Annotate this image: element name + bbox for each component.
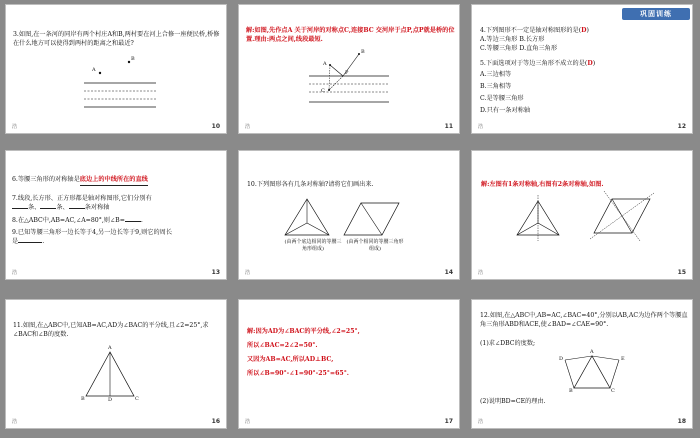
slide-number: 10: [211, 123, 220, 130]
slide-number: 14: [444, 269, 453, 276]
label-p: P: [345, 70, 349, 76]
label-d: D: [559, 356, 564, 362]
q5-option-c: C.是等腰三角形: [480, 95, 524, 102]
q5-option-d: D.只有一条对称轴: [480, 107, 531, 114]
slide-11[interactable]: [238, 4, 460, 134]
slide-16[interactable]: [5, 299, 227, 429]
question-12-part1: (1)求∠DBC的度数;: [480, 340, 536, 347]
consolidation-banner: 巩固训练: [622, 8, 690, 20]
label-a: A: [590, 349, 594, 355]
q4-option-ab: A.等边三角形 B.长方形: [480, 36, 545, 43]
label-a: A: [323, 61, 327, 67]
slide-number: 18: [677, 418, 686, 425]
question-3: 3.如图,在一条河的同岸有两个村庄A和B,两村要在河上合修一座便民桥,桥修在什么地方可以使得到两村的距离之和最近?: [13, 31, 220, 47]
question-4: 4.下列图形不一定是轴对称图形的是(D): [480, 27, 589, 34]
river-figure: [6, 5, 227, 134]
label-d: D: [108, 397, 113, 403]
slide-footer: 浩: [478, 124, 484, 130]
caption-left: (由两个底边相同的等腰三角形组成): [284, 239, 342, 252]
slide-footer: 浩: [12, 419, 18, 425]
answer-11-line2: 所以∠BAC=2∠2=50°.: [247, 342, 318, 349]
slide-14[interactable]: [238, 150, 460, 280]
slide-18[interactable]: [471, 299, 693, 429]
question-8: 8.在△ABC中,AB=AC,∠A=80°,则∠B= .: [12, 217, 143, 224]
label-c: C: [135, 396, 139, 402]
label-a: A: [108, 345, 112, 351]
label-b: B: [569, 388, 573, 394]
slide-footer: 浩: [245, 419, 251, 425]
slide-number: 13: [211, 269, 220, 276]
bridge-figure: [239, 5, 460, 134]
answer-11-line1: 解:因为AD为∠BAC的平分线,∠2=25°,: [247, 328, 360, 335]
label-c: C: [321, 88, 325, 94]
question-12-part2: (2)说明BD=CE的理由.: [480, 398, 546, 405]
slide-footer: 浩: [478, 270, 484, 276]
slide-12[interactable]: [471, 4, 693, 134]
slide-number: 17: [444, 418, 453, 425]
slide-footer: 浩: [245, 124, 251, 130]
axes-figure: [472, 151, 693, 280]
answer-3: 解:如图,先作点A 关于河岸的对称点C,连接BC 交河岸于点P,点P就是桥的位置.理由:两点之间,线段最短.: [246, 27, 455, 43]
question-10: 10.下列图形各有几条对称轴?请将它们画出来.: [247, 181, 374, 188]
q5-option-b: B.三角相等: [480, 83, 512, 90]
label-b: B: [361, 49, 365, 55]
shapes-figure: [239, 151, 460, 280]
slide-footer: 浩: [12, 124, 18, 130]
slide-footer: 浩: [478, 419, 484, 425]
slide-number: 15: [677, 269, 686, 276]
question-5: 5.下面选项对于等边三角形不成立的是(D): [480, 60, 596, 67]
label-b: B: [81, 396, 85, 402]
kite-figure: [472, 300, 693, 429]
slide-17[interactable]: [238, 299, 460, 429]
question-11: 11.如图,在△ABC中,已知AB=AC,AD为∠BAC的平分线,且∠2=25°,求∠BAC和∠B的度数.: [13, 322, 209, 338]
label-c: C: [611, 388, 615, 394]
q5-option-a: A.三边相等: [480, 71, 512, 78]
q4-option-cd: C.等腰三角形 D.直角三角形: [480, 45, 558, 52]
label-b: B: [131, 56, 135, 62]
question-9: 9.已知等腰三角形一边长等于4,另一边长等于9,则它的周长 是 .: [12, 229, 173, 245]
question-7: 7.线段,长方形、正方形都是轴对称图形,它们分别有 条、 条、 条对称轴: [12, 195, 152, 211]
answer-11-line4: 所以∠B=90°-∠1=90°-25°=65°.: [247, 370, 349, 377]
slide-15[interactable]: [471, 150, 693, 280]
answer-11-line3: 又因为AB=AC,所以AD⊥BC,: [247, 356, 334, 363]
slide-footer: 浩: [245, 270, 251, 276]
question-6: 6.等腰三角形的对称轴是底边上的中线所在的直线: [12, 176, 224, 186]
slide-number: 11: [444, 123, 453, 130]
question-12: 12.如图,在△ABC中,AB=AC,∠BAC=40°,分别以AB,AC为边作两个等腰直角三角形ABD和ACE,使∠BAD=∠CAE=90°.: [480, 312, 688, 328]
triangle-figure: [6, 300, 227, 429]
caption-right: (由两个相同的等腰三角形组成): [346, 239, 404, 252]
slide-10[interactable]: [5, 4, 227, 134]
slide-number: 16: [211, 418, 220, 425]
slide-number: 12: [677, 123, 686, 130]
slide-footer: 浩: [12, 270, 18, 276]
label-a: A: [92, 67, 96, 73]
label-e: E: [621, 356, 625, 362]
answer-10: 解:左图有1条对称轴,右图有2条对称轴,如图.: [481, 181, 604, 188]
slide-13[interactable]: [5, 150, 227, 280]
